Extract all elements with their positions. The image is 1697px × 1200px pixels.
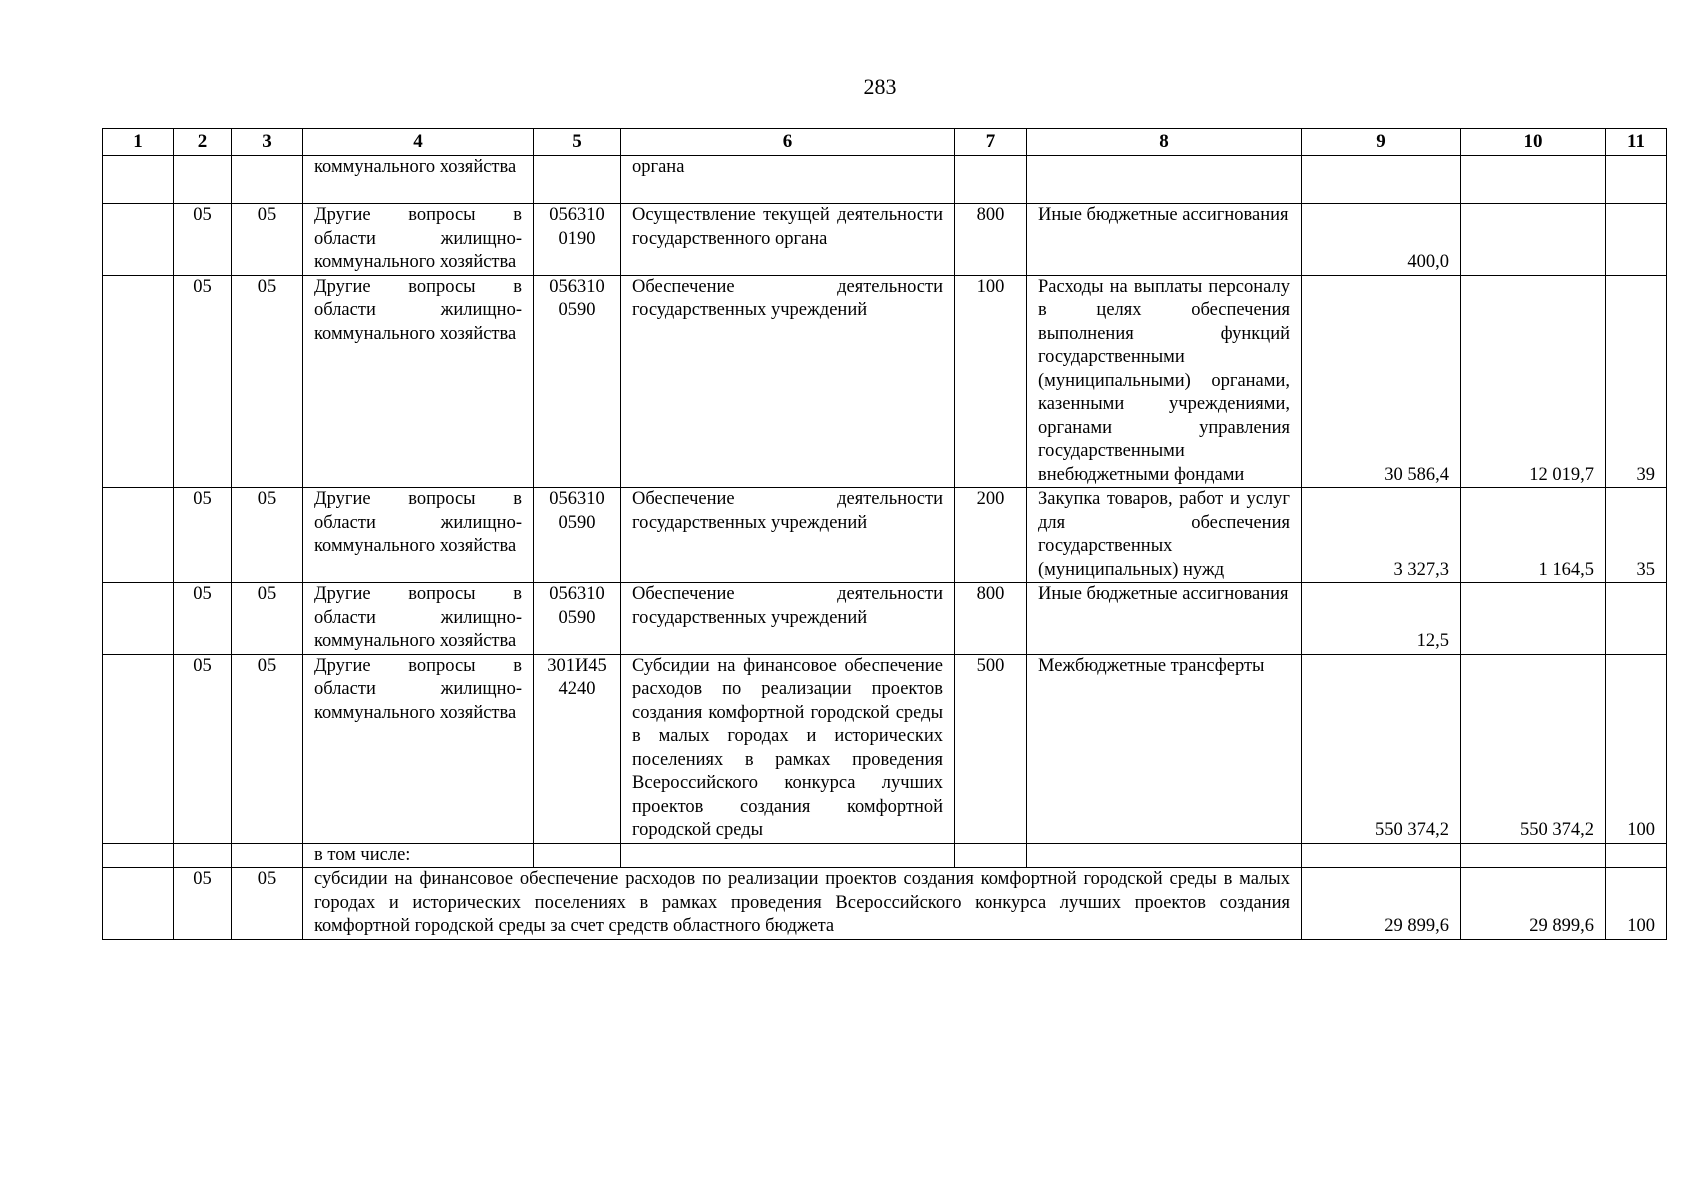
empty-cell bbox=[1461, 843, 1606, 868]
cell-expense-type-name: Расходы на выплаты персоналу в целях обеспечения выполнения функций государственными (муниципальными) органами, казенными учреждениями, органами управления государственными внебюджетными фондами bbox=[1027, 275, 1302, 488]
cell-expense-type-code: 100 bbox=[955, 275, 1027, 488]
table-row bbox=[103, 654, 1667, 843]
cell-percent: 35 bbox=[1606, 488, 1667, 583]
cell-target-name: Обеспечение деятельности государственных учреждений bbox=[621, 275, 955, 488]
empty-cell bbox=[103, 843, 174, 868]
cell-target-code bbox=[534, 156, 621, 204]
cell-section bbox=[174, 156, 232, 204]
cell-percent: 100 bbox=[1606, 868, 1667, 940]
cell-subsection: 05 bbox=[232, 868, 303, 940]
cell-expense-type-name: Закупка товаров, работ и услуг для обеспечения государственных (муниципальных) нужд bbox=[1027, 488, 1302, 583]
cell-plan bbox=[1302, 156, 1461, 204]
cell-expense-type-code bbox=[955, 156, 1027, 204]
cell-target-code: 0563100590 bbox=[534, 275, 621, 488]
cell-expense-type-code: 500 bbox=[955, 654, 1027, 843]
cell-section-name: коммунального хозяйства bbox=[303, 156, 534, 204]
table-row bbox=[103, 488, 1667, 583]
cell-section: 05 bbox=[174, 654, 232, 843]
cell-section-name: Другие вопросы в области жилищно-коммунального хозяйства bbox=[303, 583, 534, 655]
subsidy-row bbox=[103, 868, 1667, 940]
empty-cell bbox=[621, 843, 955, 868]
cell-executed bbox=[1461, 583, 1606, 655]
cell-expense-type-code: 800 bbox=[955, 583, 1027, 655]
header-col-1: 1 bbox=[103, 129, 174, 156]
header-col-9: 9 bbox=[1302, 129, 1461, 156]
cell-col-1 bbox=[103, 156, 174, 204]
header-col-5: 5 bbox=[534, 129, 621, 156]
empty-cell bbox=[955, 843, 1027, 868]
cell-target-name: Субсидии на финансовое обеспечение расходов по реализации проектов создания комфортной городской среды в малых городах и исторических поселениях в рамках проведения Всероссийского конкурса лучших проектов создания комфортной городской среды bbox=[621, 654, 955, 843]
cell-target-name: Обеспечение деятельности государственных учреждений bbox=[621, 488, 955, 583]
empty-cell bbox=[534, 843, 621, 868]
header-col-4: 4 bbox=[303, 129, 534, 156]
cell-section-name: Другие вопросы в области жилищно-коммунального хозяйства bbox=[303, 488, 534, 583]
cell-subsection: 05 bbox=[232, 654, 303, 843]
cell-target-code: 0563100190 bbox=[534, 204, 621, 276]
cell-executed bbox=[1461, 156, 1606, 204]
cell-col-1 bbox=[103, 275, 174, 488]
cell-target-code: 0563100590 bbox=[534, 488, 621, 583]
header-col-6: 6 bbox=[621, 129, 955, 156]
page-number: 283 bbox=[863, 74, 897, 99]
cell-expense-type-name bbox=[1027, 156, 1302, 204]
empty-cell bbox=[1302, 843, 1461, 868]
cell-executed: 1 164,5 bbox=[1461, 488, 1606, 583]
cell-expense-type-name: Иные бюджетные ассигнования bbox=[1027, 583, 1302, 655]
header-col-3: 3 bbox=[232, 129, 303, 156]
cell-plan: 550 374,2 bbox=[1302, 654, 1461, 843]
cell-col-1 bbox=[103, 583, 174, 655]
cell-subsection bbox=[232, 156, 303, 204]
table-row bbox=[103, 275, 1667, 488]
empty-cell bbox=[1606, 843, 1667, 868]
empty-cell bbox=[1027, 843, 1302, 868]
cell-section-name: Другие вопросы в области жилищно-коммунального хозяйства bbox=[303, 654, 534, 843]
cell-target-name: Осуществление текущей деятельности государственного органа bbox=[621, 204, 955, 276]
cell-subsection: 05 bbox=[232, 583, 303, 655]
cell-expense-type-name: Межбюджетные трансферты bbox=[1027, 654, 1302, 843]
cell-expense-type-code: 800 bbox=[955, 204, 1027, 276]
cell-expense-type-name: Иные бюджетные ассигнования bbox=[1027, 204, 1302, 276]
cell-section: 05 bbox=[174, 275, 232, 488]
empty-cell bbox=[103, 868, 174, 940]
cell-percent: 39 bbox=[1606, 275, 1667, 488]
header-col-8: 8 bbox=[1027, 129, 1302, 156]
cell-percent bbox=[1606, 204, 1667, 276]
empty-cell bbox=[174, 843, 232, 868]
cell-target-name: Обеспечение деятельности государственных учреждений bbox=[621, 583, 955, 655]
cell-target-code: 0563100590 bbox=[534, 583, 621, 655]
table-row bbox=[103, 204, 1667, 276]
including-label: в том числе: bbox=[303, 843, 534, 868]
budget-table bbox=[102, 128, 1667, 940]
cell-plan: 12,5 bbox=[1302, 583, 1461, 655]
empty-cell bbox=[232, 843, 303, 868]
header-row bbox=[103, 129, 1667, 156]
cell-section: 05 bbox=[174, 488, 232, 583]
cell-col-1 bbox=[103, 488, 174, 583]
header-col-11: 11 bbox=[1606, 129, 1667, 156]
cell-executed: 29 899,6 bbox=[1461, 868, 1606, 940]
cell-col-1 bbox=[103, 654, 174, 843]
cell-percent: 100 bbox=[1606, 654, 1667, 843]
cell-plan: 29 899,6 bbox=[1302, 868, 1461, 940]
cell-subsection: 05 bbox=[232, 204, 303, 276]
cell-subsection: 05 bbox=[232, 488, 303, 583]
cell-executed: 550 374,2 bbox=[1461, 654, 1606, 843]
cell-executed: 12 019,7 bbox=[1461, 275, 1606, 488]
including-row bbox=[103, 843, 1667, 868]
table-row bbox=[103, 583, 1667, 655]
cell-section: 05 bbox=[174, 204, 232, 276]
cell-plan: 400,0 bbox=[1302, 204, 1461, 276]
cell-expense-type-code: 200 bbox=[955, 488, 1027, 583]
header-col-2: 2 bbox=[174, 129, 232, 156]
subsidy-description: субсидии на финансовое обеспечение расходов по реализации проектов создания комфортной городской среды в малых городах и исторических поселениях в рамках проведения Всероссийского конкурса лучших проектов создания комфортной городской среды за счет средств областного бюджета bbox=[303, 868, 1302, 940]
table-row bbox=[103, 156, 1667, 204]
cell-section-name: Другие вопросы в области жилищно-коммунального хозяйства bbox=[303, 204, 534, 276]
cell-percent bbox=[1606, 583, 1667, 655]
cell-target-code: 301И454240 bbox=[534, 654, 621, 843]
cell-section-name: Другие вопросы в области жилищно-коммунального хозяйства bbox=[303, 275, 534, 488]
cell-percent bbox=[1606, 156, 1667, 204]
cell-section: 05 bbox=[174, 583, 232, 655]
cell-section: 05 bbox=[174, 868, 232, 940]
cell-plan: 30 586,4 bbox=[1302, 275, 1461, 488]
cell-executed bbox=[1461, 204, 1606, 276]
cell-target-name: органа bbox=[621, 156, 955, 204]
header-col-7: 7 bbox=[955, 129, 1027, 156]
cell-subsection: 05 bbox=[232, 275, 303, 488]
header-col-10: 10 bbox=[1461, 129, 1606, 156]
cell-plan: 3 327,3 bbox=[1302, 488, 1461, 583]
cell-col-1 bbox=[103, 204, 174, 276]
